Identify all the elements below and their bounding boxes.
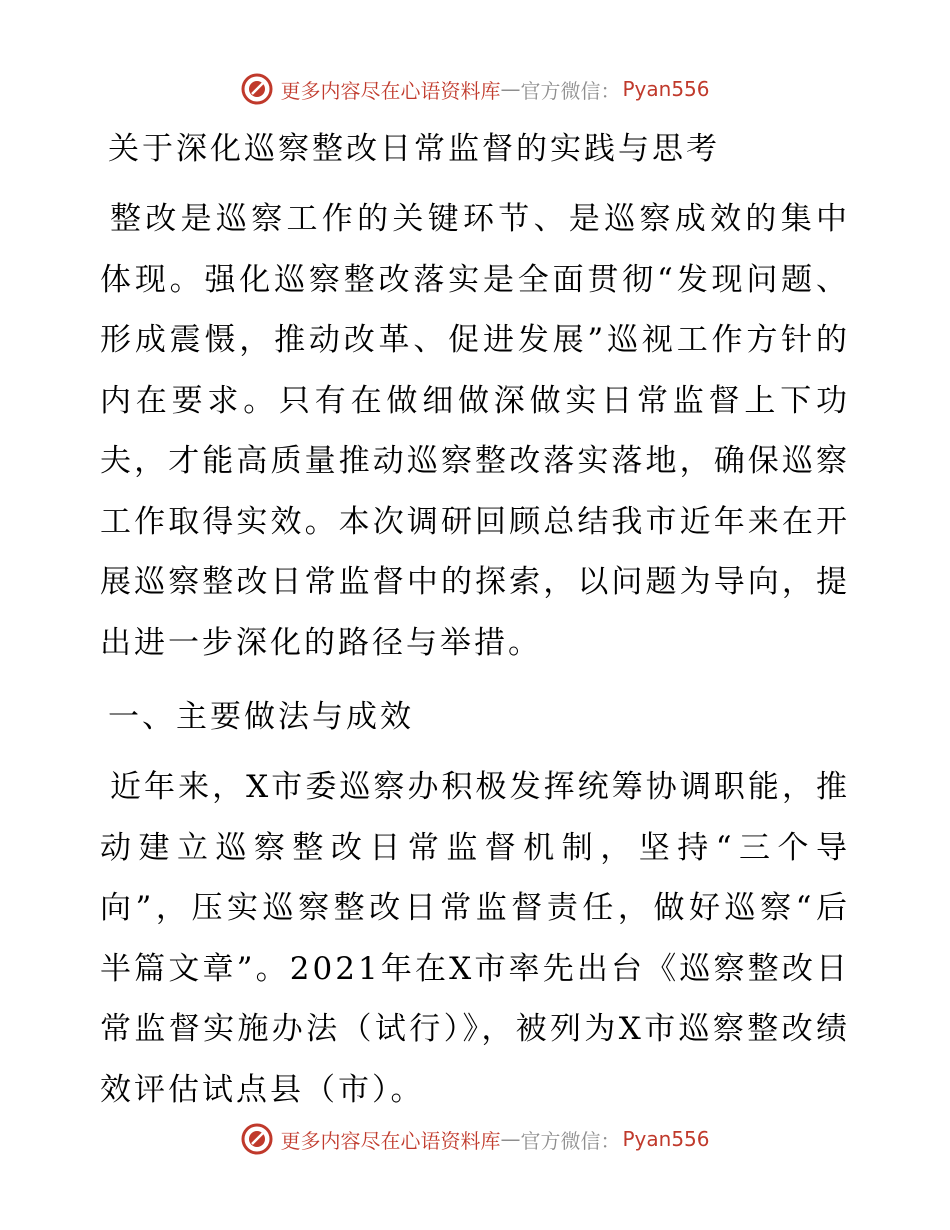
watermark-footer	[0, 1122, 950, 1156]
intro-paragraph: 整改是巡察工作的关键环节、是巡察成效的集中体现。强化巡察整改落实是全面贯彻“发现问题、形成震慑，推动改革、促进发展”巡视工作方针的内在要求。只有在做细做深做实日常监督上下功夫，才能高质量推动巡察整改落实落地，确保巡察工作取得实效。本次调研回顾总结我市近年来在开展巡察整改日常监督中的探索，以问题为导向，提出进一步深化的路径与举措。	[100, 201, 850, 661]
watermark-sub-text: 官方微信：	[520, 78, 621, 103]
seal-logo-icon	[240, 72, 274, 106]
document-title: 关于深化巡察整改日常监督的实践与思考	[108, 131, 720, 167]
watermark-header	[0, 72, 950, 106]
watermark-dash: —	[500, 77, 521, 101]
section-paragraph: 近年来，X市委巡察办积极发挥统筹协调职能，推动建立巡察整改日常监督机制，坚持“三个导向”，压实巡察整改日常监督责任，做好巡察“后半篇文章”。2021年在X市率先出台《巡察整改日常监督实施办法（试行）》，被列为X市巡察整改绩效评估试点县（市）。	[100, 769, 850, 1108]
document-body	[100, 125, 850, 1120]
section-heading: 一、主要做法与成效	[108, 699, 414, 735]
watermark-main-text: 更多内容尽在心语资料库	[280, 1128, 501, 1153]
seal-logo-icon	[240, 1122, 274, 1156]
watermark-wechat-id: Pyan556	[622, 1127, 710, 1151]
watermark-dash: —	[500, 1127, 521, 1151]
watermark-wechat-id: Pyan556	[622, 77, 710, 101]
watermark-main-text: 更多内容尽在心语资料库	[280, 78, 501, 103]
watermark-sub-text: 官方微信：	[520, 1128, 621, 1153]
